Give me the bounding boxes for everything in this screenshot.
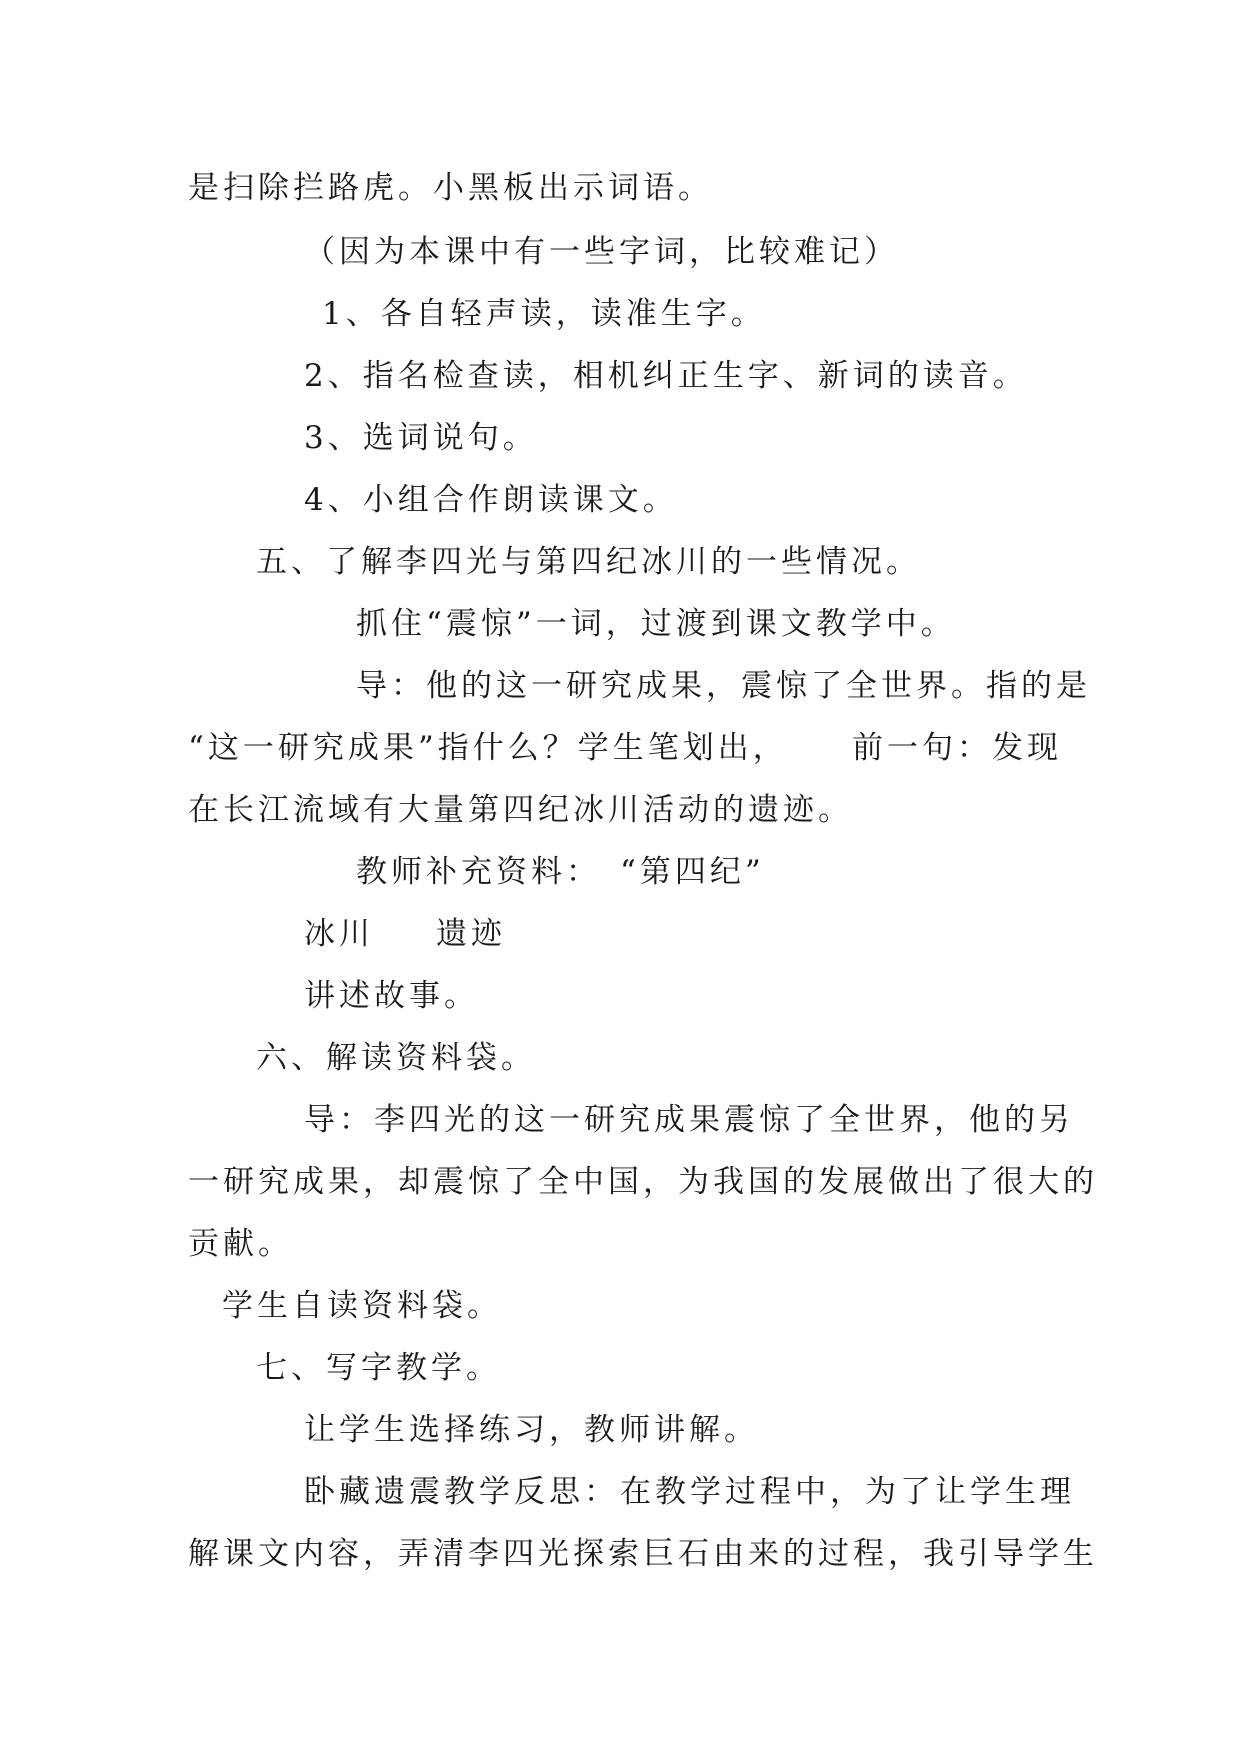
text-line-23 <box>188 1534 1098 1574</box>
text-line-19 <box>222 1286 502 1326</box>
text-line-12 <box>356 852 601 892</box>
line-text: 五、了解李四光与第四纪冰川的一些情况。 <box>256 544 921 580</box>
text-line-9 <box>356 666 1091 706</box>
line-text: 前一句：发现 <box>852 730 1062 766</box>
list-item-2 <box>304 356 1028 396</box>
text-line-21 <box>304 1410 759 1450</box>
line-text: 解课文内容，弄清李四光探索巨石由来的过程，我引导学生 <box>188 1536 1098 1572</box>
text-line-17 <box>188 1162 1098 1202</box>
section-heading-7 <box>256 1348 501 1388</box>
text-line-2 <box>304 232 899 272</box>
line-text: 一研究成果，却震惊了全中国，为我国的发展做出了很大的 <box>188 1164 1098 1200</box>
text-line-16 <box>304 1100 1074 1140</box>
line-text: 让学生选择练习，教师讲解。 <box>304 1412 759 1448</box>
line-text: （因为本课中有一些字词，比较难记） <box>304 234 899 270</box>
line-text: “这一研究成果”指什么？学生笔划出， <box>188 730 788 766</box>
text-line-13a <box>304 914 374 954</box>
line-text: 讲述故事。 <box>304 978 479 1014</box>
text-line-10b <box>852 728 1062 768</box>
line-text: 导：李四光的这一研究成果震惊了全世界，他的另 <box>304 1102 1074 1138</box>
text-line-13b <box>436 914 506 954</box>
line-text: 4、小组合作朗读课文。 <box>304 482 678 518</box>
line-text: 1、各自轻声读，读准生字。 <box>322 296 766 332</box>
line-text: 在长江流域有大量第四纪冰川活动的遗迹。 <box>188 792 853 828</box>
list-item-1 <box>322 294 766 334</box>
line-text: 导：他的这一研究成果，震惊了全世界。指的是 <box>356 668 1091 704</box>
section-heading-6 <box>256 1038 536 1078</box>
text-line-22b <box>620 1472 1075 1512</box>
line-text: 卧藏遗震教学反思： <box>304 1474 619 1510</box>
text-line-18 <box>188 1224 293 1264</box>
line-text: 是扫除拦路虎。小黑板出示词语。 <box>188 170 713 206</box>
text-line-11 <box>188 790 853 830</box>
line-text: 六、解读资料袋。 <box>256 1040 536 1076</box>
line-text: 3、选词说句。 <box>304 420 538 456</box>
text-line-12b <box>620 852 765 892</box>
line-text: 学生自读资料袋。 <box>222 1288 502 1324</box>
text-line-14 <box>304 976 479 1016</box>
text-line-1 <box>188 168 713 208</box>
section-heading-5 <box>256 542 921 582</box>
line-text: 抓住“震惊”一词，过渡到课文教学中。 <box>356 606 956 642</box>
line-text: 遗迹 <box>436 916 506 952</box>
line-text: “第四纪” <box>620 854 765 890</box>
list-item-3 <box>304 418 538 458</box>
reflection-heading <box>304 1472 619 1512</box>
line-text: 在教学过程中，为了让学生理 <box>620 1474 1075 1510</box>
line-text: 2、指名检查读，相机纠正生字、新词的读音。 <box>304 358 1028 394</box>
line-text: 七、写字教学。 <box>256 1350 501 1386</box>
line-text: 教师补充资料： <box>356 854 601 890</box>
text-line-8 <box>356 604 956 644</box>
text-line-10 <box>188 728 788 768</box>
list-item-4 <box>304 480 678 520</box>
line-text: 贡献。 <box>188 1226 293 1262</box>
line-text: 冰川 <box>304 916 374 952</box>
